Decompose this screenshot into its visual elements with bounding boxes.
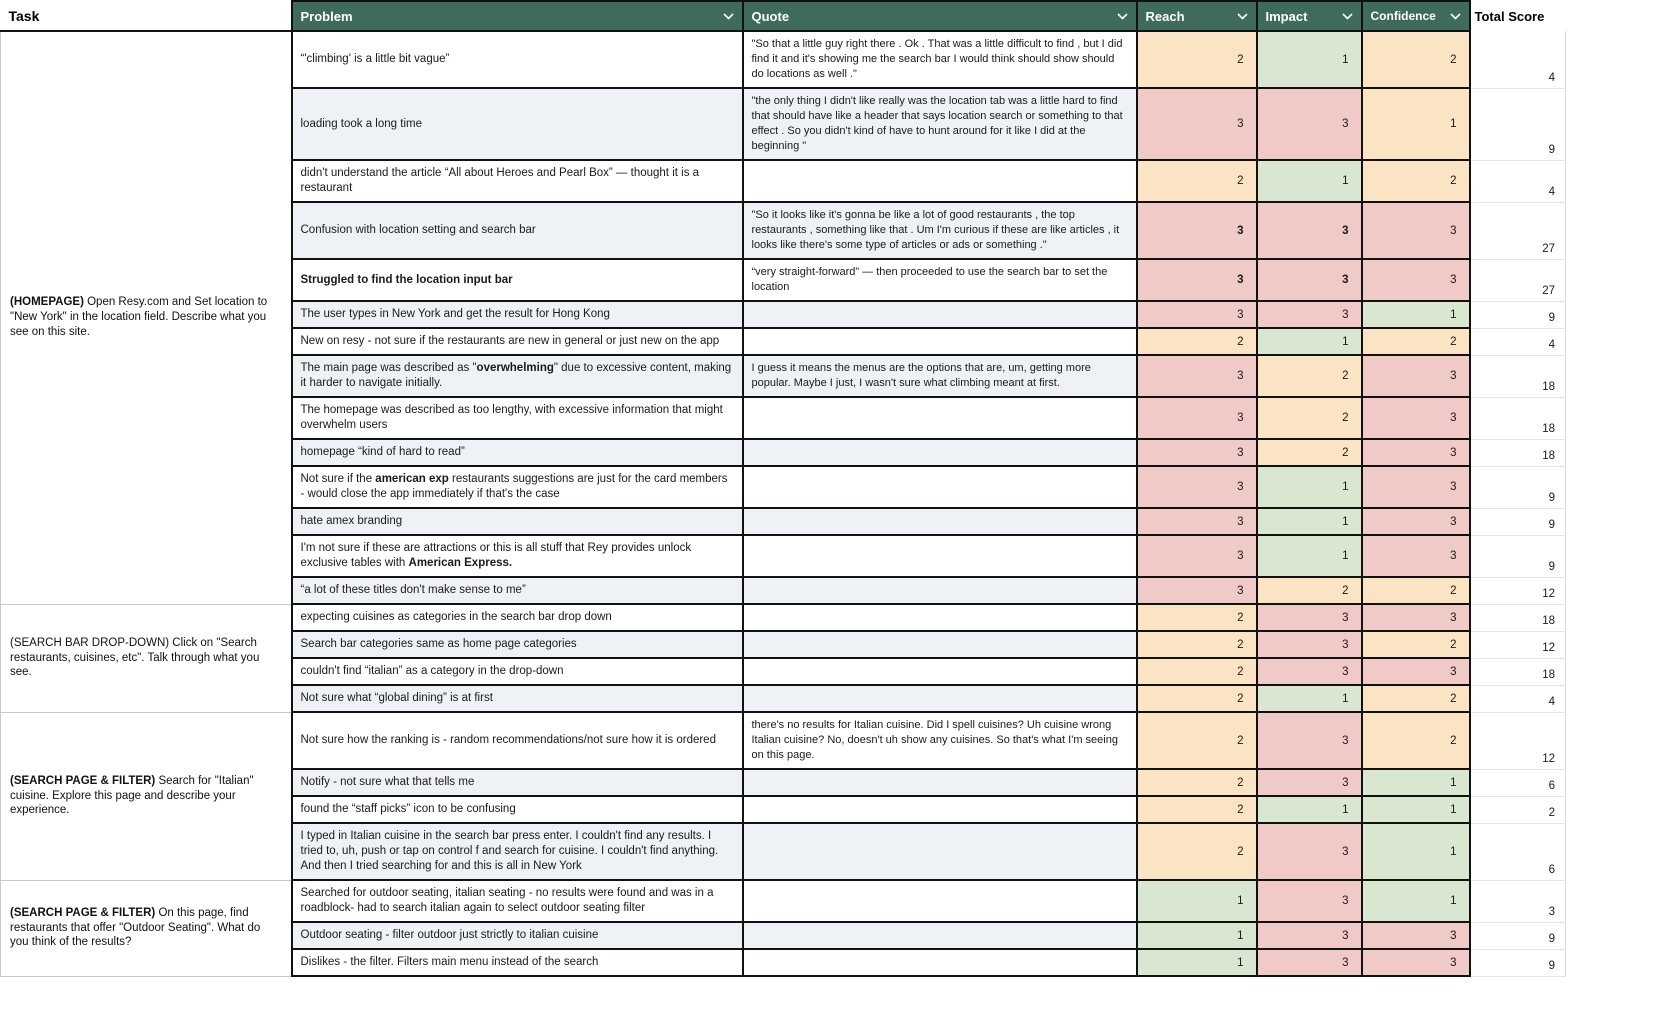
reach-score-cell[interactable]: 1 — [1137, 922, 1257, 949]
reach-score-cell[interactable]: 3 — [1137, 301, 1257, 328]
problem-cell[interactable]: Confusion with location setting and search bar — [292, 202, 743, 259]
impact-score-cell[interactable]: 3 — [1257, 880, 1362, 922]
total-score-cell[interactable]: 27 — [1470, 202, 1566, 259]
quote-cell[interactable] — [743, 769, 1137, 796]
total-score-cell[interactable]: 9 — [1470, 508, 1566, 535]
total-score-cell[interactable]: 9 — [1470, 922, 1566, 949]
impact-score-cell[interactable]: 3 — [1257, 823, 1362, 880]
chevron-down-icon[interactable] — [1448, 11, 1463, 22]
column-header-impact[interactable] — [1257, 1, 1362, 31]
problem-cell[interactable]: “a lot of these titles don't make sense to me” — [292, 577, 743, 604]
column-header-reach[interactable] — [1137, 1, 1257, 31]
total-score-cell[interactable]: 18 — [1470, 658, 1566, 685]
quote-cell[interactable] — [743, 922, 1137, 949]
reach-score-cell[interactable]: 3 — [1137, 466, 1257, 508]
problem-cell[interactable]: Not sure how the ranking is - random recommendations/not sure how it is ordered — [292, 712, 743, 769]
total-score-cell[interactable]: 4 — [1470, 160, 1566, 202]
quote-cell[interactable] — [743, 577, 1137, 604]
total-score-cell[interactable]: 12 — [1470, 577, 1566, 604]
reach-score-cell[interactable]: 3 — [1137, 88, 1257, 160]
confidence-score-cell[interactable]: 1 — [1362, 823, 1470, 880]
reach-score-cell[interactable]: 2 — [1137, 604, 1257, 631]
problem-cell[interactable]: “'climbing' is a little bit vague” — [292, 31, 743, 88]
impact-score-cell[interactable]: 2 — [1257, 577, 1362, 604]
column-header-task[interactable]: Task — [1, 1, 292, 31]
impact-score-cell[interactable]: 3 — [1257, 949, 1362, 976]
header-row — [1, 1, 1566, 31]
problem-cell[interactable]: I typed in Italian cuisine in the search bar press enter. I couldn't find any results. I tried to, uh, push or tap on control f and search for cuisine. I couldn't find anything. And then I tried searching for and this is all in New York — [292, 823, 743, 880]
problem-cell[interactable]: Searched for outdoor seating, italian seating - no results were found and was in a roadblock- had to search italian again to select outdoor seating filter — [292, 880, 743, 922]
column-header-total-score[interactable]: Total Score — [1470, 1, 1566, 31]
reach-score-cell[interactable]: 3 — [1137, 535, 1257, 577]
impact-score-cell[interactable]: 3 — [1257, 604, 1362, 631]
reach-score-cell[interactable]: 1 — [1137, 880, 1257, 922]
impact-score-cell[interactable]: 1 — [1257, 685, 1362, 712]
total-score-cell[interactable]: 27 — [1470, 259, 1566, 301]
confidence-score-cell[interactable]: 3 — [1362, 259, 1470, 301]
problem-cell[interactable]: Outdoor seating - filter outdoor just strictly to italian cuisine — [292, 922, 743, 949]
quote-cell[interactable] — [743, 604, 1137, 631]
problem-cell[interactable]: The user types in New York and get the result for Hong Kong — [292, 301, 743, 328]
quote-cell[interactable]: there's no results for Italian cuisine. Did I spell cuisines? Uh cuisine wrong Italian cuisine? No, doesn't uh show any cuisines. So that's what I'm seeing on this page. — [743, 712, 1137, 769]
impact-score-cell[interactable]: 3 — [1257, 301, 1362, 328]
quote-cell[interactable] — [743, 397, 1137, 439]
column-header-confidence[interactable] — [1362, 1, 1470, 31]
reach-score-cell[interactable]: 3 — [1137, 259, 1257, 301]
impact-score-cell[interactable]: 1 — [1257, 160, 1362, 202]
reach-score-cell[interactable]: 2 — [1137, 31, 1257, 88]
quote-cell[interactable] — [743, 535, 1137, 577]
impact-score-cell[interactable]: 3 — [1257, 631, 1362, 658]
impact-score-cell[interactable]: 1 — [1257, 466, 1362, 508]
column-header-label: Impact — [1265, 8, 1308, 24]
quote-cell[interactable] — [743, 823, 1137, 880]
table-body — [1, 31, 1566, 976]
problem-cell[interactable]: expecting cuisines as categories in the search bar drop down — [292, 604, 743, 631]
problem-cell[interactable]: found the “staff picks” icon to be confusing — [292, 796, 743, 823]
reach-score-cell[interactable]: 3 — [1137, 202, 1257, 259]
confidence-score-cell[interactable]: 2 — [1362, 685, 1470, 712]
quote-cell[interactable] — [743, 685, 1137, 712]
total-score-cell[interactable]: 4 — [1470, 328, 1566, 355]
problem-cell[interactable]: New on resy - not sure if the restaurants are new in general or just new on the app — [292, 328, 743, 355]
problem-cell[interactable]: I'm not sure if these are attractions or this is all stuff that Rey provides unlock exclusive tables with American Express. — [292, 535, 743, 577]
quote-cell[interactable] — [743, 439, 1137, 466]
problem-cell[interactable]: Search bar categories same as home page categories — [292, 631, 743, 658]
problem-cell[interactable]: loading took a long time — [292, 88, 743, 160]
confidence-score-cell[interactable]: 3 — [1362, 466, 1470, 508]
quote-cell[interactable] — [743, 301, 1137, 328]
problem-cell[interactable]: Notify - not sure what that tells me — [292, 769, 743, 796]
confidence-score-cell[interactable]: 1 — [1362, 880, 1470, 922]
confidence-score-cell[interactable]: 3 — [1362, 508, 1470, 535]
confidence-score-cell[interactable]: 2 — [1362, 712, 1470, 769]
confidence-score-cell[interactable]: 2 — [1362, 328, 1470, 355]
total-score-cell[interactable]: 2 — [1470, 796, 1566, 823]
problem-cell[interactable]: couldn't find “italian” as a category in the drop-down — [292, 658, 743, 685]
column-header-label: Confidence — [1370, 9, 1436, 23]
problem-cell[interactable]: The main page was described as "overwhelming" due to excessive content, making it harder to navigate initially. — [292, 355, 743, 397]
impact-score-cell[interactable]: 3 — [1257, 922, 1362, 949]
quote-cell[interactable]: "the only thing I didn't like really was the location tab was a little hard to find that should have like a header that says location search or something to that effect . So you didn't kind of have to hunt around for it like I did at the beginning " — [743, 88, 1137, 160]
chevron-down-icon[interactable] — [1340, 11, 1355, 22]
column-header-problem[interactable] — [292, 1, 743, 31]
total-score-cell[interactable]: 9 — [1470, 88, 1566, 160]
reach-score-cell[interactable]: 2 — [1137, 631, 1257, 658]
total-score-cell[interactable]: 3 — [1470, 880, 1566, 922]
impact-score-cell[interactable]: 3 — [1257, 202, 1362, 259]
confidence-score-cell[interactable]: 2 — [1362, 160, 1470, 202]
impact-score-cell[interactable]: 1 — [1257, 508, 1362, 535]
reach-score-cell[interactable]: 2 — [1137, 712, 1257, 769]
confidence-score-cell[interactable]: 2 — [1362, 31, 1470, 88]
impact-score-cell[interactable]: 2 — [1257, 355, 1362, 397]
total-score-cell[interactable]: 9 — [1470, 949, 1566, 976]
confidence-score-cell[interactable]: 3 — [1362, 355, 1470, 397]
problem-cell[interactable]: homepage “kind of hard to read” — [292, 439, 743, 466]
confidence-score-cell[interactable]: 2 — [1362, 631, 1470, 658]
confidence-score-cell[interactable]: 1 — [1362, 769, 1470, 796]
total-score-cell[interactable]: 18 — [1470, 397, 1566, 439]
total-score-cell[interactable]: 12 — [1470, 631, 1566, 658]
quote-cell[interactable] — [743, 796, 1137, 823]
reach-score-cell[interactable]: 1 — [1137, 949, 1257, 976]
quote-cell[interactable] — [743, 160, 1137, 202]
problem-cell[interactable]: The homepage was described as too lengthy, with excessive information that might overwhelm users — [292, 397, 743, 439]
impact-score-cell[interactable]: 2 — [1257, 397, 1362, 439]
confidence-score-cell[interactable]: 3 — [1362, 535, 1470, 577]
problem-cell[interactable]: Struggled to find the location input bar — [292, 259, 743, 301]
quote-cell[interactable] — [743, 631, 1137, 658]
total-score-cell[interactable]: 4 — [1470, 31, 1566, 88]
reach-score-cell[interactable]: 2 — [1137, 685, 1257, 712]
problem-cell[interactable]: hate amex branding — [292, 508, 743, 535]
reach-score-cell[interactable]: 2 — [1137, 823, 1257, 880]
chevron-down-icon[interactable] — [721, 11, 736, 22]
quote-cell[interactable]: "So that a little guy right there . Ok . That was a little difficult to find , but I did find it and it's showing me the search bar I would think should show should do locations as well ." — [743, 31, 1137, 88]
reach-score-cell[interactable]: 2 — [1137, 769, 1257, 796]
table-row — [1, 604, 1566, 631]
confidence-score-cell[interactable]: 2 — [1362, 577, 1470, 604]
total-score-cell[interactable]: 9 — [1470, 535, 1566, 577]
impact-score-cell[interactable]: 1 — [1257, 328, 1362, 355]
reach-score-cell[interactable]: 2 — [1137, 658, 1257, 685]
problem-cell[interactable]: Not sure if the american exp restaurants suggestions are just for the card members - would close the app immediately if that's the case — [292, 466, 743, 508]
reach-score-cell[interactable]: 2 — [1137, 796, 1257, 823]
reach-score-cell[interactable]: 3 — [1137, 355, 1257, 397]
impact-score-cell[interactable]: 3 — [1257, 88, 1362, 160]
quote-cell[interactable] — [743, 658, 1137, 685]
impact-score-cell[interactable]: 2 — [1257, 439, 1362, 466]
column-header-label: Reach — [1145, 8, 1185, 24]
task-cell[interactable]: (SEARCH PAGE & FILTER) Search for "Italian" cuisine. Explore this page and describe your experience. — [1, 712, 292, 880]
reach-score-cell[interactable]: 3 — [1137, 397, 1257, 439]
problem-cell[interactable]: Not sure what “global dining” is at first — [292, 685, 743, 712]
task-cell[interactable]: (SEARCH BAR DROP-DOWN) Click on "Search restaurants, cuisines, etc". Talk through what you see. — [1, 604, 292, 712]
confidence-score-cell[interactable]: 3 — [1362, 439, 1470, 466]
confidence-score-cell[interactable]: 3 — [1362, 922, 1470, 949]
task-cell[interactable]: (HOMEPAGE) Open Resy.com and Set location to "New York" in the location field. Describe what you see on this site. — [1, 31, 292, 604]
column-header-label: Problem — [300, 8, 353, 24]
total-score-cell[interactable]: 18 — [1470, 439, 1566, 466]
confidence-score-cell[interactable]: 1 — [1362, 796, 1470, 823]
impact-score-cell[interactable]: 1 — [1257, 535, 1362, 577]
impact-score-cell[interactable]: 3 — [1257, 658, 1362, 685]
confidence-score-cell[interactable]: 1 — [1362, 88, 1470, 160]
chevron-down-icon[interactable] — [1115, 11, 1130, 22]
quote-cell[interactable] — [743, 508, 1137, 535]
quote-cell[interactable] — [743, 328, 1137, 355]
impact-score-cell[interactable]: 1 — [1257, 31, 1362, 88]
total-score-cell[interactable]: 9 — [1470, 301, 1566, 328]
chevron-down-icon[interactable] — [1235, 11, 1250, 22]
quote-cell[interactable]: “very straight-forward” — then proceeded to use the search bar to set the location — [743, 259, 1137, 301]
reach-score-cell[interactable]: 3 — [1137, 508, 1257, 535]
quote-cell[interactable] — [743, 466, 1137, 508]
reach-score-cell[interactable]: 3 — [1137, 439, 1257, 466]
impact-score-cell[interactable]: 3 — [1257, 769, 1362, 796]
quote-cell[interactable]: "So it looks like it's gonna be like a lot of good restaurants , the top restaurants , something like that . Um I'm curious if these are like articles , it looks like there's some type of articles or ads or something ." — [743, 202, 1137, 259]
confidence-score-cell[interactable]: 3 — [1362, 949, 1470, 976]
column-header-quote[interactable] — [743, 1, 1137, 31]
reach-score-cell[interactable]: 2 — [1137, 160, 1257, 202]
total-score-cell[interactable]: 12 — [1470, 712, 1566, 769]
problem-cell[interactable]: didn't understand the article “All about Heroes and Pearl Box” — thought it is a restaurant — [292, 160, 743, 202]
impact-score-cell[interactable]: 3 — [1257, 259, 1362, 301]
confidence-score-cell[interactable]: 1 — [1362, 301, 1470, 328]
total-score-cell[interactable]: 4 — [1470, 685, 1566, 712]
impact-score-cell[interactable]: 3 — [1257, 712, 1362, 769]
confidence-score-cell[interactable]: 3 — [1362, 658, 1470, 685]
table-row — [1, 712, 1566, 769]
problem-cell[interactable]: Dislikes - the filter. Filters main menu instead of the search — [292, 949, 743, 976]
reach-score-cell[interactable]: 3 — [1137, 577, 1257, 604]
confidence-score-cell[interactable]: 3 — [1362, 604, 1470, 631]
quote-cell[interactable]: I guess it means the menus are the options that are, um, getting more popular. Maybe I just, I wasn't sure what climbing meant at first. — [743, 355, 1137, 397]
confidence-score-cell[interactable]: 3 — [1362, 202, 1470, 259]
total-score-cell[interactable]: 18 — [1470, 604, 1566, 631]
table-row — [1, 880, 1566, 922]
table-row — [1, 31, 1566, 88]
quote-cell[interactable] — [743, 949, 1137, 976]
column-header-label: Quote — [751, 8, 790, 24]
quote-cell[interactable] — [743, 880, 1137, 922]
task-cell[interactable]: (SEARCH PAGE & FILTER) On this page, find restaurants that offer "Outdoor Seating". What do you think of the results? — [1, 880, 292, 976]
total-score-cell[interactable]: 6 — [1470, 769, 1566, 796]
reach-score-cell[interactable]: 2 — [1137, 328, 1257, 355]
confidence-score-cell[interactable]: 3 — [1362, 397, 1470, 439]
total-score-cell[interactable]: 6 — [1470, 823, 1566, 880]
total-score-cell[interactable]: 9 — [1470, 466, 1566, 508]
total-score-cell[interactable]: 18 — [1470, 355, 1566, 397]
impact-score-cell[interactable]: 1 — [1257, 796, 1362, 823]
